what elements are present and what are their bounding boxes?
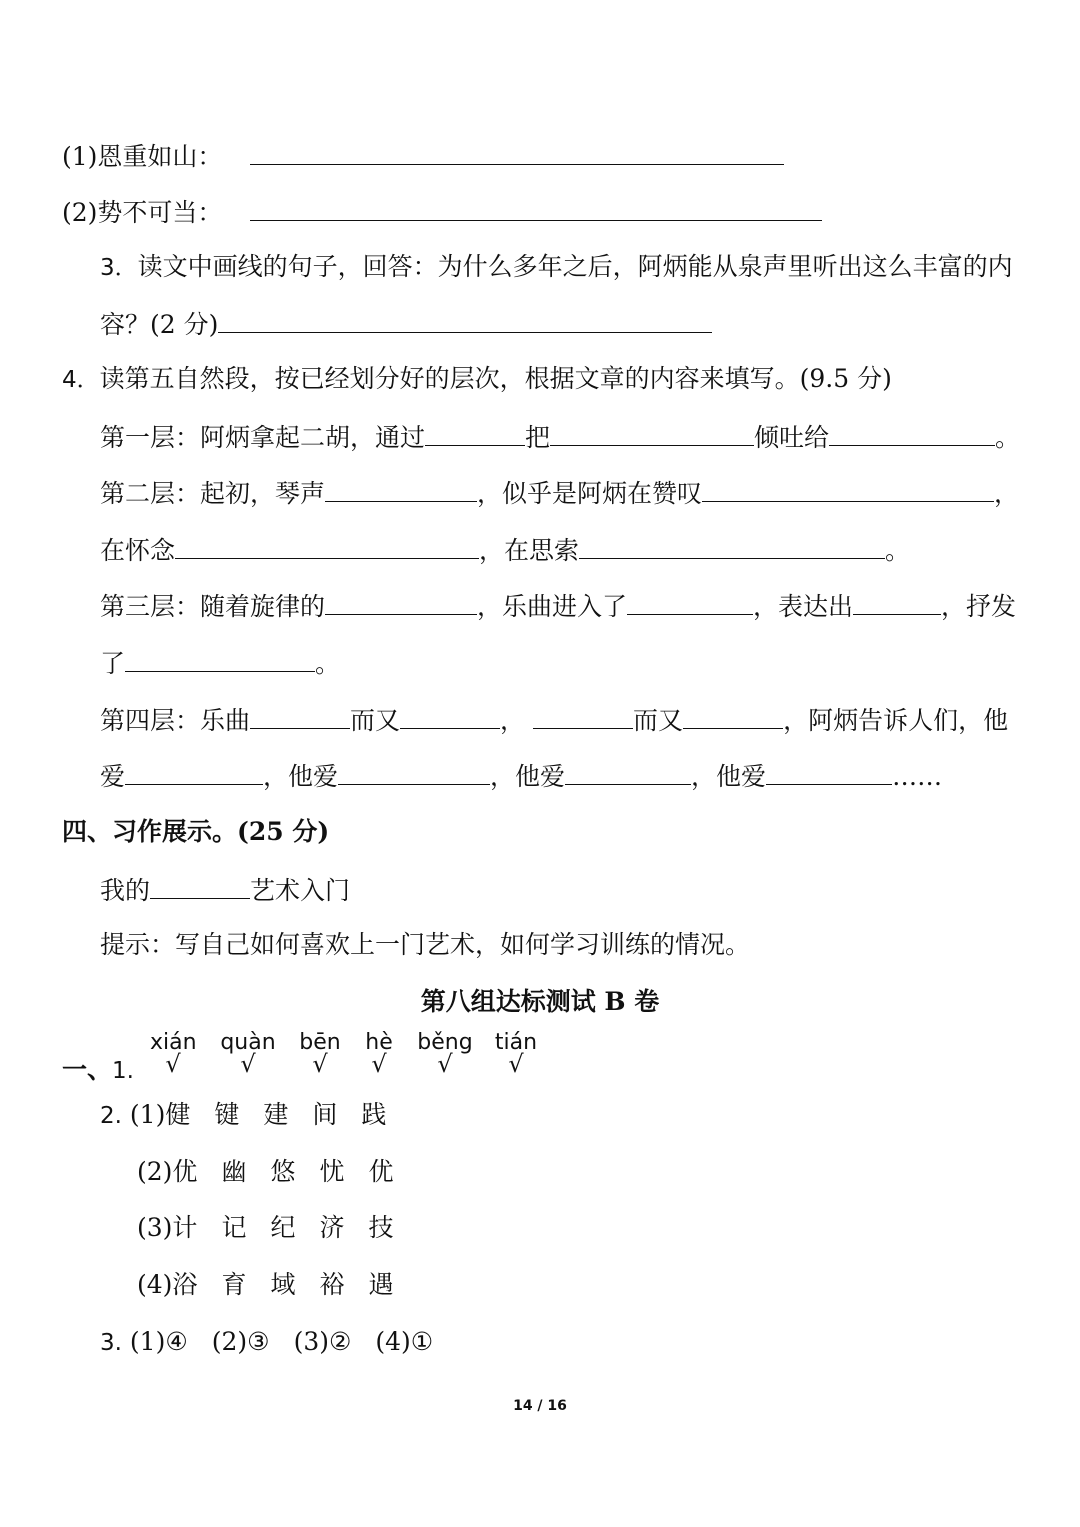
answer-blank[interactable] [125,758,263,785]
answer-blank[interactable] [579,532,885,559]
layer-text: ，他爱 [490,762,566,791]
answer-blank[interactable] [250,138,784,165]
answer-blank[interactable] [338,758,490,785]
composition-hint: 提示：写自己如何喜欢上一门艺术，如何学习训练的情况。 [100,930,751,959]
layer-text: 。 [315,649,341,678]
q4-layer-2b [100,532,910,568]
layer-text: 在怀念 [100,536,176,565]
q4-layer-3b [100,645,340,681]
answer-q2-number: 2. [100,1103,122,1129]
char: 悠 [270,1157,296,1186]
answer-blank[interactable] [565,758,691,785]
layer-text: 而又 [350,706,401,735]
layer-text: ， [994,479,1020,508]
layer-text: 把 [525,423,551,452]
pinyin-item [220,1030,276,1078]
char: 技 [368,1213,394,1242]
answer-blank[interactable] [853,588,941,615]
q3-text-1: 读文中画线的句子，回答：为什么多年之后，阿炳能从泉声里听出这么丰富的内 [137,252,1013,281]
page-number: 14 / 16 [513,1398,567,1414]
char: 遇 [368,1270,394,1299]
answer-blank[interactable] [250,702,350,729]
char: 域 [270,1270,296,1299]
q4-layer-2a [100,475,1019,511]
check-icon: √ [437,1050,453,1078]
q4-layer-4b [100,758,942,794]
answer-key-title: 第八组达标测试 B 卷 [420,987,660,1016]
q3-line-1 [100,250,1013,285]
char: 建 [263,1100,289,1129]
answer-blank[interactable] [766,758,892,785]
layer-text: 爱 [100,762,126,791]
char: 计 [172,1213,198,1242]
char: 忧 [319,1157,345,1186]
layer-text: ，乐曲进入了 [477,592,628,621]
q2-item-2 [62,194,822,230]
layer-text: ， [500,706,526,735]
q2-item-1 [62,138,784,174]
composition-topic [100,872,350,908]
q4-layer-4a [100,702,1008,738]
layer-text: 倾吐给 [754,423,830,452]
answer-blank[interactable] [702,475,994,502]
check-icon: √ [240,1050,256,1078]
layer-text: ，似乎是阿炳在赞叹 [477,479,703,508]
pinyin-text: quàn [220,1030,276,1055]
q2-item-1-label: (1)恩重如山： [62,142,223,171]
answer-blank[interactable] [400,702,500,729]
q2-answer-row-3 [137,1211,418,1245]
row-label: (4) [137,1270,173,1299]
q4-title: 读第五自然段，按已经划分好的层次，根据文章的内容来填写。(9.5 分) [99,364,892,393]
pinyin-item [362,1030,396,1078]
layer-text: 。 [885,536,911,565]
answer-blank[interactable] [533,702,633,729]
q2-answer-row-4 [137,1268,418,1302]
q2-item-2-label: (2)势不可当： [62,198,223,227]
q4-number: 4． [62,367,100,393]
answer-item: (1)④ [129,1327,188,1356]
row-label: (3) [137,1213,173,1242]
answer-item: (2)③ [211,1327,270,1356]
layer-text: 了 [100,649,126,678]
answer-blank[interactable] [829,419,995,446]
row-label: (1) [129,1100,166,1129]
q3-line-2 [100,306,712,342]
topic-text: 艺术入门 [250,876,351,905]
answer-item: (4)① [375,1327,434,1356]
pinyin-text: xián [150,1030,197,1055]
char: 优 [172,1157,198,1186]
layer-text: 。 [995,423,1021,452]
char: 键 [214,1100,240,1129]
answer-item: (3)② [293,1327,352,1356]
char: 纪 [270,1213,296,1242]
layer-text: 第三层：随着旋律的 [100,592,326,621]
q4-layer-1 [100,419,1020,455]
char: 浴 [172,1270,198,1299]
pinyin-text: hè [365,1030,393,1055]
row-label: (2) [137,1157,173,1186]
check-icon: √ [371,1050,387,1078]
check-icon: √ [312,1050,328,1078]
char: 践 [361,1100,387,1129]
check-icon: √ [508,1050,524,1078]
q4-layer-3a [100,588,1016,624]
char: 济 [319,1213,345,1242]
answer-q3-number: 3. [100,1330,122,1356]
answer-blank[interactable] [250,194,822,221]
pinyin-item [416,1030,474,1078]
char: 幽 [221,1157,247,1186]
part-1-label-text: 一、 [62,1055,113,1084]
q1-number: 1. [112,1058,134,1084]
q4-title-line [62,362,892,397]
layer-text: 而又 [633,706,684,735]
answer-blank[interactable] [175,532,479,559]
layer-text: ，他爱 [691,762,767,791]
char: 优 [368,1157,394,1186]
pinyin-item [298,1030,342,1078]
q3-number: 3． [100,255,138,281]
pinyin-text: tián [494,1030,538,1055]
layer-text: 第四层：乐曲 [100,706,251,735]
layer-text: ，抒发 [941,592,1017,621]
q3-answer-row [100,1325,457,1360]
layer-text: ，他爱 [263,762,339,791]
char: 育 [221,1270,247,1299]
char: 记 [221,1213,247,1242]
layer-text: ，表达出 [753,592,854,621]
answer-blank[interactable] [150,872,250,899]
answer-blank[interactable] [218,306,712,333]
q2-answer-row-2 [137,1155,418,1189]
answer-blank[interactable] [683,702,783,729]
char: 健 [165,1100,191,1129]
answer-blank[interactable] [550,419,754,446]
answer-blank[interactable] [425,419,525,446]
pinyin-text: bēn [299,1030,341,1055]
answer-blank[interactable] [325,588,477,615]
char: 裕 [319,1270,345,1299]
check-icon: √ [165,1050,181,1078]
layer-text: 第二层：起初，琴声 [100,479,326,508]
topic-text: 我的 [100,876,151,905]
answer-blank[interactable] [125,645,315,672]
q2-answer-row-1 [100,1098,410,1133]
q3-text-2: 容？(2 分) [100,310,219,339]
layer-text: ，阿炳告诉人们，他 [783,706,1009,735]
part-1-label [62,1053,134,1088]
pinyin-text: běng [417,1030,473,1055]
section-4-heading: 四、习作展示。(25 分) [62,817,330,846]
pinyin-item [150,1030,197,1078]
answer-blank[interactable] [325,475,477,502]
pinyin-item [494,1030,538,1078]
layer-text: …… [892,762,943,791]
answer-blank[interactable] [627,588,753,615]
layer-text: 第一层：阿炳拿起二胡，通过 [100,423,426,452]
char: 间 [312,1100,338,1129]
layer-text: ，在思索 [479,536,580,565]
